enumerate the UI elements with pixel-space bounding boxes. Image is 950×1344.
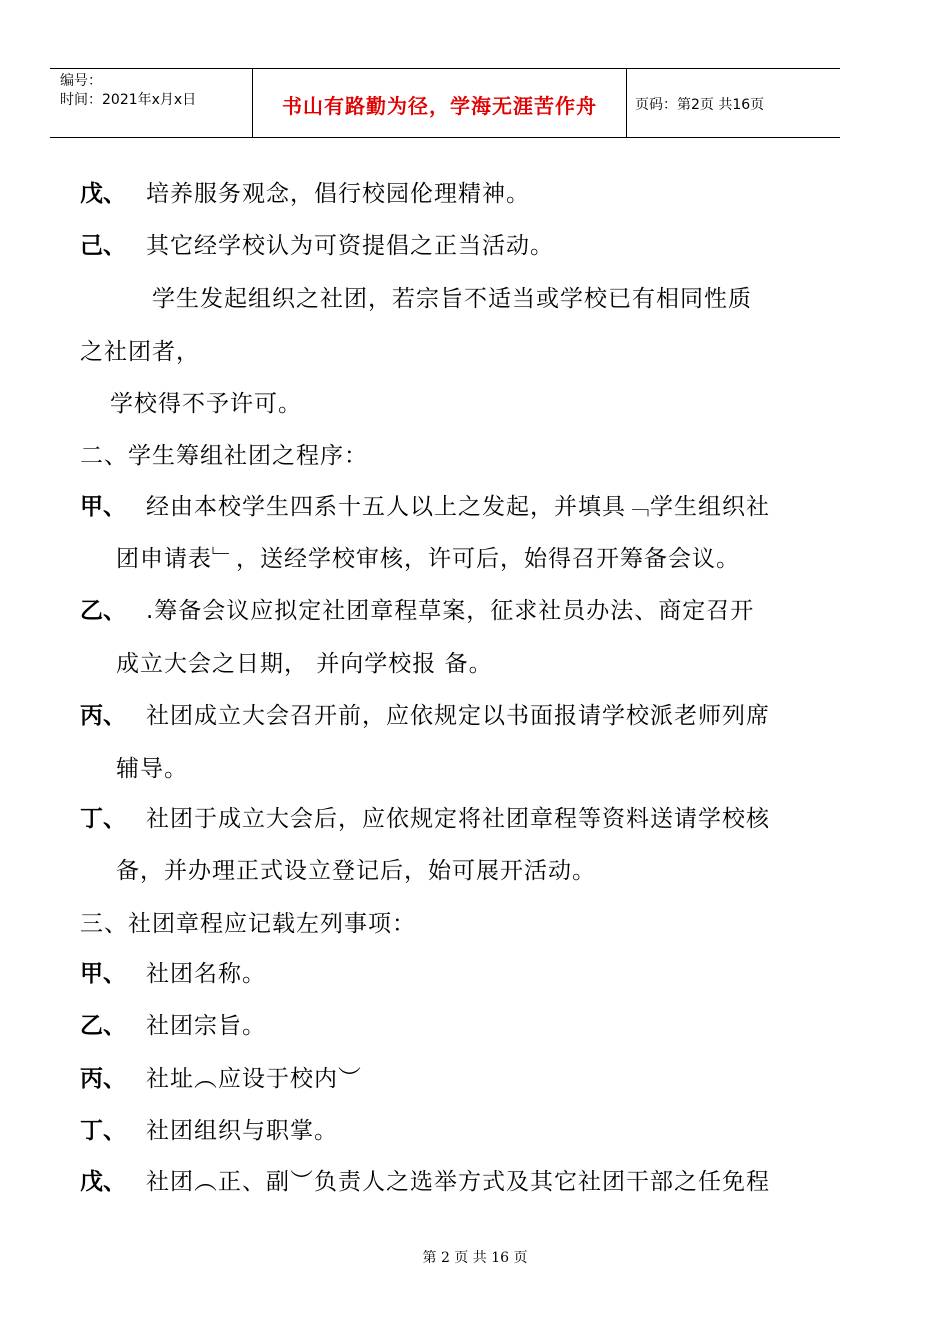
document-header [50, 68, 840, 138]
item-marker: 甲、 [80, 961, 126, 987]
header-page-info: 页码：第2页 共16页 [635, 97, 765, 113]
header-info-cell [50, 69, 252, 137]
body-line: 社团于成立大会后，应依规定将社团章程等资料送请学校核 [146, 806, 770, 832]
item-marker: 乙、 [80, 598, 126, 624]
item-marker: 丁、 [80, 806, 126, 832]
item-marker: 丙、 [80, 703, 126, 729]
body-line: 社团名称。 [146, 961, 266, 987]
body-line: 经由本校学生四系十五人以上之发起，并填具﹁学生组织社 [146, 494, 770, 520]
body-line: 学校得不予许可。 [110, 391, 302, 417]
item-marker: 乙、 [80, 1013, 126, 1039]
body-line: 备，并办理正式设立登记后，始可展开活动。 [116, 858, 596, 884]
body-line: .筹备会议应拟定社团章程草案，征求社员办法、商定召开 [146, 598, 755, 624]
item-marker: 丁、 [80, 1118, 126, 1144]
item-marker: 己、 [80, 233, 126, 259]
item-marker: 甲、 [80, 494, 126, 520]
section-heading: 二、学生筹组社团之程序： [80, 443, 368, 469]
page-footer: 第 2 页 共 16 页 [422, 1250, 528, 1266]
body-line: 社团宗旨。 [146, 1013, 266, 1039]
item-marker: 戊、 [80, 181, 126, 207]
body-line: 其它经学校认为可资提倡之正当活动。 [146, 233, 554, 259]
body-line: 社团成立大会召开前，应依规定以书面报请学校派老师列席 [146, 703, 770, 729]
body-line: 社址︵应设于校内︶ [146, 1066, 362, 1092]
item-marker: 戊、 [80, 1169, 126, 1195]
header-page-cell [626, 69, 840, 137]
body-line: 之社团者， [80, 339, 200, 365]
body-line: 学生发起组织之社团，若宗旨不适当或学校已有相同性质 [152, 286, 752, 312]
body-line: 团申请表﹂，送经学校审核，许可后，始得召开筹备会议。 [116, 546, 740, 572]
item-marker: 丙、 [80, 1066, 126, 1092]
header-motto-cell [252, 69, 627, 137]
body-line: 社团︵正、副︶负责人之选举方式及其它社团干部之任免程 [146, 1169, 770, 1195]
body-line: 辅导。 [116, 756, 188, 782]
body-line: 社团组织与职掌。 [146, 1118, 338, 1144]
document-date-label: 时间：2021年x月x日 [60, 92, 197, 108]
section-heading: 三、社团章程应记载左列事项： [80, 911, 416, 937]
body-line: 成立大会之日期， 并向学校报 备。 [116, 651, 493, 677]
document-number-label: 编号： [60, 73, 102, 89]
body-line: 培养服务观念，倡行校园伦理精神。 [146, 181, 530, 207]
header-motto: 书山有路勤为径，学海无涯苦作舟 [282, 94, 597, 118]
